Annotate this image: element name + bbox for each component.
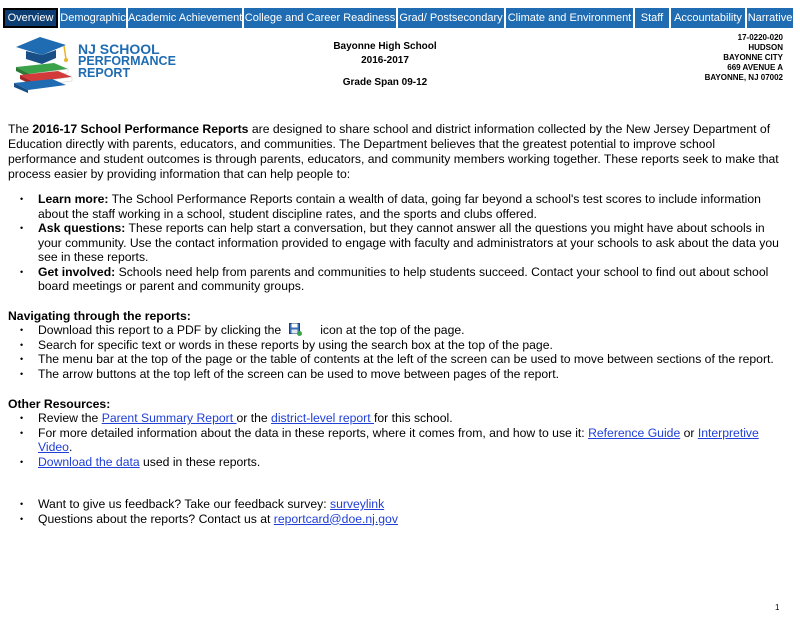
arrow-instruction: The arrow buttons at the top left of the screen can be used to move between pages of the report. [38, 366, 559, 381]
school-code: 17-0220-020 [737, 33, 783, 42]
bullet-text: These reports can help start a conversation, but they cannot answer all the questions you might have about schools in your community. Use the contact information provided to engage with faculty and administrators at your schools to ask about the data you see in these reports. [38, 221, 779, 264]
parent-summary-report-link[interactable]: Parent Summary Report [101, 411, 237, 425]
search-instruction: Search for specific text or words in these reports by using the search box at the top of the page. [38, 337, 553, 352]
for-school-text: for this school. [374, 411, 453, 425]
district-level-report-link[interactable]: district-level report [271, 411, 374, 425]
questions-text: Questions about the reports? Contact us at [38, 511, 274, 526]
logo-line-3: REPORT [78, 66, 131, 80]
pdf-download-icon[interactable] [289, 323, 302, 336]
feedback-list [8, 497, 788, 526]
download-suffix: used in these reports. [139, 454, 261, 469]
list-item [8, 192, 788, 221]
survey-link[interactable]: surveylink [330, 497, 385, 511]
list-item [8, 352, 788, 367]
list-item [8, 455, 788, 470]
navigating-title: Navigating through the reports: [8, 309, 191, 323]
tab-climate-environment[interactable]: Climate and Environment [506, 8, 633, 28]
logo-line-1: NJ SCHOOL [78, 41, 160, 57]
tab-staff[interactable]: Staff [635, 8, 669, 28]
or-text: or the [236, 411, 272, 425]
list-item [8, 411, 788, 426]
tab-academic-achievement[interactable]: Academic Achievement [128, 8, 242, 28]
county: HUDSON [748, 43, 783, 52]
bullet-text: The School Performance Reports contain a wealth of data, going far beyond a school's test scores to include information about the staff working in a school, student discipline rates, and the sports and clubs offered. [38, 192, 761, 221]
list-item [8, 323, 788, 338]
list-item [8, 367, 788, 382]
tab-grad-postsecondary[interactable]: Grad/ Postsecondary [398, 8, 504, 28]
city-state-zip: BAYONNE, NJ 07002 [704, 73, 783, 82]
district: BAYONNE CITY [723, 53, 783, 62]
pdf-text-before: Download this report to a PDF by clicking the [38, 323, 282, 337]
logo-text [78, 43, 176, 79]
books-cap-icon [10, 33, 76, 93]
other-resources-title: Other Resources: [8, 397, 111, 411]
street: 669 AVENUE A [727, 63, 783, 72]
nj-school-performance-logo [10, 33, 185, 95]
school-header [300, 40, 470, 90]
email-link[interactable]: reportcard@doe.nj.gov [273, 511, 398, 526]
download-data-link[interactable]: Download the data [38, 454, 140, 469]
interpretive-video-link[interactable]: Interpretive Video [38, 425, 759, 454]
school-address [623, 33, 783, 83]
purpose-list [8, 192, 788, 294]
or-text-2: or [680, 425, 698, 440]
detailed-prefix: For more detailed information about the data in these reports, where it comes from, and how to use it: [38, 425, 589, 440]
period-text: . [68, 440, 73, 454]
list-item [8, 512, 788, 527]
bullet-heading: Get involved: [38, 264, 116, 279]
school-year: 2016-2017 [361, 55, 409, 66]
tab-overview[interactable]: Overview [3, 8, 58, 28]
grade-span: Grade Span 09-12 [342, 77, 428, 88]
list-item [8, 221, 788, 265]
reference-guide-link[interactable]: Reference Guide [588, 425, 681, 440]
review-prefix: Review the [38, 411, 102, 425]
feedback-text: Want to give us feedback? Take our feedback survey: [38, 497, 330, 511]
list-item [8, 426, 788, 455]
page-number: 1 [775, 603, 780, 612]
intro-prefix: The [8, 122, 33, 136]
list-item [8, 497, 788, 512]
school-name: Bayonne High School [333, 41, 437, 52]
pdf-text-after: icon at the top of the page. [320, 323, 465, 337]
list-item [8, 265, 788, 294]
top-nav-bar [3, 8, 793, 28]
intro-paragraph [8, 122, 783, 182]
tab-college-career-readiness[interactable]: College and Career Readiness [244, 8, 396, 28]
tab-narrative[interactable]: Narrative [747, 8, 793, 28]
bullet-heading: Learn more: [38, 192, 109, 206]
intro-text: are designed to share school and district information collected by the New Jersey Department of Education directly with parents, educators, and communities. The Department believes that the greatest potential to improve school performance and student outcomes is through parents, educators, and community members working together. These reports seek to make that process easier by providing information that can help people to: [8, 122, 779, 181]
tab-demographic[interactable]: Demographic [60, 8, 126, 28]
navigating-list [8, 323, 788, 381]
list-item [8, 338, 788, 353]
other-resources-list [8, 411, 788, 469]
tab-accountability[interactable]: Accountability [671, 8, 745, 28]
bullet-heading: Ask questions: [38, 221, 126, 235]
bullet-text: Schools need help from parents and communities to help students succeed. Contact your school to find out about school board meetings or parent and community groups. [38, 264, 769, 293]
intro-bold: 2016-17 School Performance Reports [32, 122, 249, 136]
menu-instruction: The menu bar at the top of the page or the table of contents at the left of the screen can be used to move between sections of the report. [38, 352, 774, 366]
logo-line-2: PERFORMANCE [78, 54, 176, 68]
